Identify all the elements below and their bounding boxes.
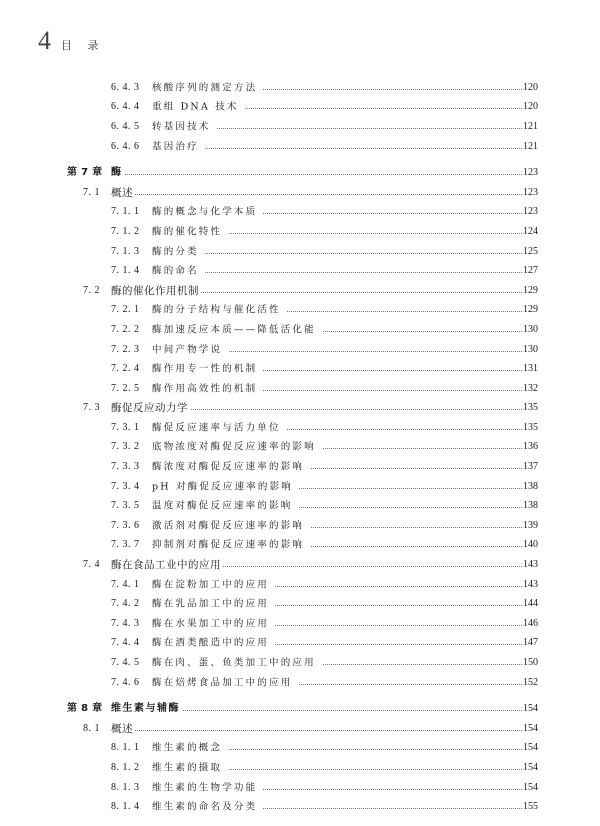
entry-title: 酶在淀粉加工中的应用	[152, 580, 275, 590]
entry-title: 底物浓度对酶促反应速率的影响	[152, 443, 322, 453]
toc-subsection-entry[interactable]	[0, 261, 600, 281]
dot-leader	[152, 147, 522, 149]
toc-subsection-entry[interactable]	[0, 98, 600, 118]
entry-page-number: 121	[523, 140, 538, 152]
entry-page-number: 138	[523, 480, 538, 492]
toc-subsection-entry[interactable]	[0, 418, 600, 438]
toc-subsection-entry[interactable]	[0, 594, 600, 614]
table-of-contents	[0, 78, 600, 817]
entry-title: 酶作用专一性的机制	[152, 364, 263, 374]
entry-page-number: 135	[523, 421, 538, 433]
entry-title: 酶在食品工业中的应用	[111, 558, 221, 571]
entry-number: 7. 3. 3	[111, 461, 140, 473]
entry-title: 酶在水果加工中的应用	[152, 619, 275, 629]
toc-section-entry[interactable]	[0, 183, 600, 203]
entry-number: 6. 4. 3	[111, 81, 140, 93]
entry-number: 7. 1. 3	[111, 245, 140, 257]
toc-subsection-entry[interactable]	[0, 614, 600, 634]
section-gap	[0, 156, 600, 163]
entry-number: 7. 4. 5	[111, 657, 140, 669]
dot-leader	[111, 193, 522, 195]
toc-subsection-entry[interactable]	[0, 222, 600, 242]
entry-page-number: 140	[523, 539, 538, 551]
entry-number: 8. 1	[83, 722, 100, 734]
entry-title: 酶	[111, 167, 123, 179]
running-title: 目 录	[61, 39, 105, 52]
toc-subsection-entry[interactable]	[0, 653, 600, 673]
entry-number: 7. 4. 1	[111, 578, 140, 590]
entry-number: 8. 1. 4	[111, 801, 140, 813]
entry-title: 维生素的生物学功能	[152, 783, 263, 793]
entry-page-number: 120	[523, 101, 538, 113]
toc-subsection-entry[interactable]	[0, 758, 600, 778]
entry-title: 酶在肉、蛋、鱼类加工中的应用	[152, 658, 322, 668]
entry-page-number: 130	[523, 343, 538, 355]
entry-number: 第 8 章	[67, 703, 103, 715]
entry-title: 酶的命名	[152, 266, 205, 276]
toc-subsection-entry[interactable]	[0, 477, 600, 497]
entry-number: 6. 4. 5	[111, 120, 140, 132]
entry-page-number: 154	[523, 722, 538, 734]
entry-number: 7. 3	[83, 402, 100, 414]
toc-section-entry[interactable]	[0, 719, 600, 739]
toc-subsection-entry[interactable]	[0, 379, 600, 399]
toc-subsection-entry[interactable]	[0, 496, 600, 516]
entry-number: 8. 1. 3	[111, 781, 140, 793]
entry-number: 7. 3. 4	[111, 480, 140, 492]
toc-subsection-entry[interactable]	[0, 78, 600, 98]
entry-title: 酶促反应速率与活力单位	[152, 423, 287, 433]
entry-page-number: 132	[523, 382, 538, 394]
entry-title: 转基因技术	[152, 122, 217, 132]
entry-number: 7. 3. 7	[111, 539, 140, 551]
entry-title: 温度对酶促反应速率的影响	[152, 502, 298, 512]
entry-page-number: 131	[523, 363, 538, 375]
entry-page-number: 130	[523, 323, 538, 335]
entry-title: 概述	[111, 186, 133, 199]
entry-title: 中间产物学说	[152, 345, 228, 355]
entry-page-number: 154	[523, 761, 538, 773]
entry-number: 7. 1	[83, 186, 100, 198]
entry-number: 7. 3. 2	[111, 441, 140, 453]
entry-number: 7. 4. 4	[111, 637, 140, 649]
entry-page-number: 143	[523, 578, 538, 590]
toc-subsection-entry[interactable]	[0, 536, 600, 556]
entry-title: 酶的分类	[152, 247, 205, 257]
toc-subsection-entry[interactable]	[0, 673, 600, 693]
entry-title: 酶的分子结构与催化活性	[152, 306, 287, 316]
entry-title: 概述	[111, 722, 133, 735]
entry-page-number: 137	[523, 461, 538, 473]
entry-title: 酶的催化作用机制	[111, 284, 199, 297]
entry-number: 7. 4. 2	[111, 598, 140, 610]
entry-title: 酶浓度对酶促反应速率的影响	[152, 462, 310, 472]
page-header	[38, 26, 105, 56]
toc-subsection-entry[interactable]	[0, 301, 600, 321]
entry-page-number: 123	[523, 167, 538, 179]
entry-page-number: 150	[523, 657, 538, 669]
entry-title: 核酸序列的测定方法	[152, 83, 263, 93]
entry-title: 酶在焙烤食品加工中的应用	[152, 678, 298, 688]
entry-title: 酶在酒类酿造中的应用	[152, 639, 275, 649]
entry-page-number: 129	[523, 304, 538, 316]
entry-page-number: 154	[523, 781, 538, 793]
toc-subsection-entry[interactable]	[0, 203, 600, 223]
toc-subsection-entry[interactable]	[0, 242, 600, 262]
toc-section-entry[interactable]	[0, 399, 600, 419]
entry-number: 7. 2. 4	[111, 363, 140, 375]
toc-subsection-entry[interactable]	[0, 778, 600, 798]
entry-number: 7. 2	[83, 284, 100, 296]
entry-page-number: 135	[523, 402, 538, 414]
entry-title: 维生素的摄取	[152, 763, 228, 773]
entry-title: 基因治疗	[152, 142, 205, 152]
entry-number: 6. 4. 6	[111, 140, 140, 152]
entry-number: 7. 1. 2	[111, 225, 140, 237]
entry-number: 7. 2. 2	[111, 323, 140, 335]
toc-subsection-entry[interactable]	[0, 438, 600, 458]
dot-leader	[111, 173, 522, 175]
entry-page-number: 155	[523, 801, 538, 813]
entry-number: 第 7 章	[67, 167, 103, 179]
entry-page-number: 138	[523, 500, 538, 512]
toc-subsection-entry[interactable]	[0, 516, 600, 536]
entry-page-number: 123	[523, 206, 538, 218]
toc-subsection-entry[interactable]	[0, 340, 600, 360]
entry-title: 酶在乳品加工中的应用	[152, 599, 275, 609]
entry-page-number: 139	[523, 519, 538, 531]
entry-page-number: 120	[523, 81, 538, 93]
toc-subsection-entry[interactable]	[0, 457, 600, 477]
toc-subsection-entry[interactable]	[0, 575, 600, 595]
entry-number: 7. 4	[83, 559, 100, 571]
entry-number: 7. 3. 1	[111, 421, 140, 433]
dot-leader	[152, 252, 522, 254]
toc-subsection-entry[interactable]	[0, 359, 600, 379]
entry-page-number: 143	[523, 559, 538, 571]
toc-subsection-entry[interactable]	[0, 320, 600, 340]
entry-page-number: 125	[523, 245, 538, 257]
entry-title: 酶促反应动力学	[111, 402, 188, 415]
entry-number: 7. 2. 1	[111, 304, 140, 316]
entry-title: pH 对酶促反应速率的影响	[152, 482, 299, 492]
entry-title: 维生素的命名及分类	[152, 802, 263, 812]
entry-page-number: 123	[523, 186, 538, 198]
entry-page-number: 127	[523, 265, 538, 277]
entry-number: 7. 1. 4	[111, 265, 140, 277]
entry-title: 酶作用高效性的机制	[152, 384, 263, 394]
entry-number: 7. 2. 5	[111, 382, 140, 394]
section-gap	[0, 692, 600, 699]
entry-page-number: 154	[523, 742, 538, 754]
toc-subsection-entry[interactable]	[0, 797, 600, 817]
toc-subsection-entry[interactable]	[0, 117, 600, 137]
entry-number: 7. 1. 1	[111, 206, 140, 218]
entry-number: 8. 1. 1	[111, 742, 140, 754]
entry-title: 抑制剂对酶促反应速率的影响	[152, 541, 310, 551]
entry-number: 7. 4. 6	[111, 676, 140, 688]
dot-leader	[152, 271, 522, 273]
dot-leader	[111, 729, 522, 731]
entry-title: 维生素与辅酶	[111, 703, 180, 715]
entry-number: 7. 3. 5	[111, 500, 140, 512]
entry-page-number: 124	[523, 225, 538, 237]
toc-section-entry[interactable]	[0, 555, 600, 575]
entry-title: 重组 DNA 技术	[152, 103, 245, 113]
toc-subsection-entry[interactable]	[0, 137, 600, 157]
entry-page-number: 146	[523, 617, 538, 629]
toc-subsection-entry[interactable]	[0, 634, 600, 654]
entry-page-number: 121	[523, 120, 538, 132]
entry-number: 6. 4. 4	[111, 101, 140, 113]
entry-page-number: 147	[523, 637, 538, 649]
entry-page-number: 152	[523, 676, 538, 688]
entry-title: 激活剂对酶促反应速率的影响	[152, 521, 310, 531]
toc-chapter-entry[interactable]	[0, 699, 600, 719]
toc-subsection-entry[interactable]	[0, 739, 600, 759]
entry-number: 7. 3. 6	[111, 519, 140, 531]
entry-page-number: 136	[523, 441, 538, 453]
entry-page-number: 154	[523, 703, 538, 715]
entry-number: 8. 1. 2	[111, 761, 140, 773]
entry-page-number: 144	[523, 598, 538, 610]
page-number: 4	[38, 26, 51, 55]
entry-title: 酶加速反应本质——降低活化能	[152, 325, 322, 335]
entry-title: 维生素的概念	[152, 744, 228, 754]
entry-number: 7. 4. 3	[111, 617, 140, 629]
entry-title: 酶的概念与化学本质	[152, 208, 263, 218]
toc-chapter-entry[interactable]	[0, 163, 600, 183]
entry-page-number: 129	[523, 284, 538, 296]
entry-title: 酶的催化特性	[152, 227, 228, 237]
entry-number: 7. 2. 3	[111, 343, 140, 355]
toc-section-entry[interactable]	[0, 281, 600, 301]
